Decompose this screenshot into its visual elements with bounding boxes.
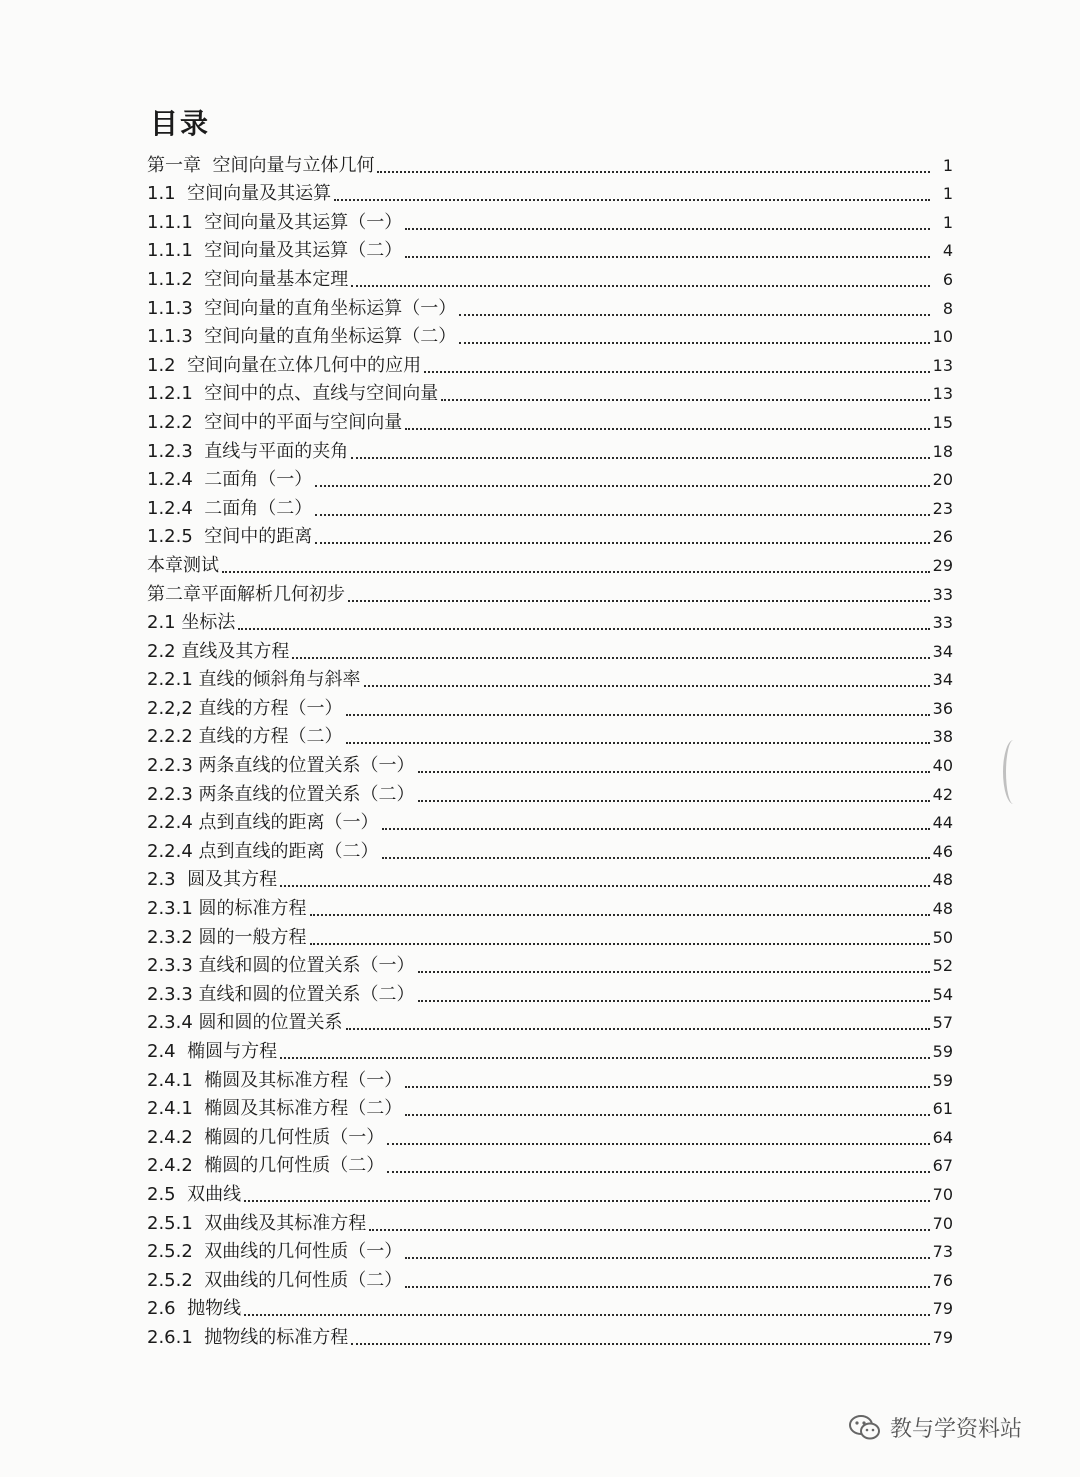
toc-entry	[147, 834, 953, 863]
toc-leader-dots	[418, 971, 930, 973]
toc-leader-dots	[405, 228, 930, 230]
toc-page-number: 13	[932, 384, 953, 404]
toc-entry-label: 2.3.1 圆的标准方程	[147, 898, 307, 920]
toc-entry-label: 2.2.2 直线的方程（二）	[147, 726, 343, 748]
toc-entry-label: 2.2,2 直线的方程（一）	[147, 697, 343, 719]
toc-leader-dots	[405, 1114, 929, 1116]
toc-page-number: 33	[932, 584, 953, 604]
toc-entry-label: 2.3.3 直线和圆的位置关系（一）	[147, 955, 415, 977]
toc-entry	[147, 748, 953, 777]
toc-leader-dots	[351, 457, 929, 459]
toc-entry	[147, 806, 953, 835]
toc-leader-dots	[280, 885, 930, 887]
toc-page-number: 59	[932, 1042, 953, 1061]
toc-entry-label: 1.1.2 空间向量基本定理	[147, 268, 349, 290]
toc-page-number: 73	[932, 1242, 953, 1262]
toc-page-number: 57	[932, 1013, 953, 1033]
toc-page-number: 76	[932, 1270, 953, 1290]
toc-page-number: 13	[932, 355, 953, 375]
toc-leader-dots	[405, 428, 929, 430]
toc-entry-label: 2.5.2 双曲线的几何性质（二）	[147, 1269, 403, 1291]
toc-leader-dots	[351, 1343, 929, 1345]
toc-entry-label: 2.2.3 两条直线的位置关系（二）	[147, 783, 415, 805]
toc-entry	[147, 234, 953, 263]
toc-entry-label: 1.2.4 二面角（一）	[147, 469, 313, 491]
toc-entry-label: 2.4.1 椭圆及其标准方程（二）	[147, 1098, 403, 1120]
toc-page-number: 46	[932, 841, 953, 861]
toc-entry-label: 2.2.4 点到直线的距离（二）	[147, 840, 379, 862]
toc-page-number: 34	[932, 641, 953, 661]
toc-page-number: 70	[932, 1213, 953, 1233]
toc-entry	[147, 606, 953, 635]
toc-leader-dots	[244, 1314, 930, 1316]
toc-page-number: 36	[932, 698, 953, 718]
toc-entry	[147, 634, 953, 663]
toc-entry-label: 2.6.1 抛物线的标准方程	[147, 1326, 349, 1348]
toc-leader-dots	[315, 542, 929, 544]
toc-entry-label: 2.5.2 双曲线的几何性质（一）	[147, 1241, 403, 1263]
toc-leader-dots	[310, 914, 930, 916]
toc-page-number: 38	[932, 727, 953, 747]
toc-page-number: 29	[932, 555, 953, 575]
toc-page-number: 6	[942, 269, 953, 289]
toc-entry	[147, 1320, 953, 1349]
toc-leader-dots	[315, 514, 929, 516]
toc-page-number: 23	[932, 498, 953, 518]
toc-entry	[147, 377, 953, 406]
toc-entry	[147, 1149, 953, 1178]
toc-leader-dots	[459, 342, 929, 344]
toc-page-number: 1	[942, 155, 953, 175]
toc-leader-dots	[382, 857, 930, 859]
toc-entry-label: 1.2 空间向量在立体几何中的应用	[147, 354, 422, 376]
toc-entry	[147, 949, 953, 978]
toc-leader-dots	[369, 1229, 929, 1231]
toc-entry	[147, 1292, 953, 1321]
toc-entry	[147, 691, 953, 720]
toc-entry	[147, 977, 953, 1006]
toc-page-number: 48	[932, 870, 953, 890]
toc-page-number: 42	[932, 784, 953, 804]
toc-entry	[147, 348, 953, 377]
table-of-contents	[147, 148, 953, 1349]
toc-leader-dots	[459, 314, 930, 316]
toc-page-number: 4	[942, 241, 953, 261]
toc-entry-label: 2.2 直线及其方程	[147, 640, 290, 662]
toc-leader-dots	[346, 742, 930, 744]
toc-page-number: 44	[932, 813, 953, 833]
toc-leader-dots	[418, 1000, 930, 1002]
toc-leader-dots	[238, 628, 929, 630]
toc-entry	[147, 777, 953, 806]
toc-leader-dots	[405, 1086, 929, 1088]
toc-entry-label: 2.1 坐标法	[147, 612, 236, 634]
toc-entry	[147, 405, 953, 434]
toc-entry	[147, 920, 953, 949]
toc-leader-dots	[382, 828, 930, 830]
toc-page-number: 34	[932, 670, 953, 690]
toc-leader-dots	[334, 199, 930, 201]
toc-leader-dots	[222, 571, 930, 573]
toc-leader-dots	[387, 1171, 929, 1173]
toc-entry	[147, 463, 953, 492]
toc-entry-label: 2.5 双曲线	[147, 1183, 242, 1205]
toc-page-number: 67	[932, 1156, 953, 1176]
toc-page-number: 64	[932, 1127, 953, 1147]
toc-entry	[147, 520, 953, 549]
toc-page-number: 10	[932, 327, 953, 347]
toc-entry-label: 1.2.2 空间中的平面与空间向量	[147, 411, 403, 433]
toc-page-number: 33	[932, 613, 953, 633]
toc-entry	[147, 148, 953, 177]
toc-entry	[147, 891, 953, 920]
toc-entry	[147, 291, 953, 320]
toc-entry-label: 本章测试	[147, 554, 219, 576]
watermark	[848, 1412, 1022, 1443]
toc-entry-label: 2.4.1 椭圆及其标准方程（一）	[147, 1069, 403, 1091]
wechat-icon	[848, 1413, 882, 1443]
toc-page-number: 20	[932, 470, 953, 490]
toc-entry-label: 2.3.2 圆的一般方程	[147, 926, 307, 948]
toc-page-number: 79	[932, 1327, 953, 1347]
toc-page-number: 48	[932, 899, 953, 919]
toc-leader-dots	[244, 1200, 930, 1202]
toc-leader-dots	[315, 485, 929, 487]
toc-entry	[147, 720, 953, 749]
toc-entry	[147, 577, 953, 606]
toc-entry-label: 2.2.4 点到直线的距离（一）	[147, 812, 379, 834]
toc-leader-dots	[377, 171, 930, 173]
toc-entry	[147, 863, 953, 892]
toc-entry-label: 2.3 圆及其方程	[147, 869, 278, 891]
toc-leader-dots	[387, 1143, 929, 1145]
toc-page-number: 59	[932, 1070, 953, 1090]
toc-leader-dots	[405, 1257, 929, 1259]
toc-page-number: 40	[932, 756, 953, 776]
toc-leader-dots	[310, 943, 930, 945]
toc-entry	[147, 1006, 953, 1035]
toc-page-number: 79	[932, 1299, 953, 1319]
toc-entry	[147, 1206, 953, 1235]
toc-page-number: 15	[932, 412, 953, 432]
toc-entry-label: 1.1.3 空间向量的直角坐标运算（二）	[147, 326, 457, 348]
toc-entry-label: 2.3.3 直线和圆的位置关系（二）	[147, 983, 415, 1005]
toc-leader-dots	[348, 600, 930, 602]
toc-page-number: 18	[932, 441, 953, 461]
toc-leader-dots	[405, 256, 930, 258]
toc-entry-label: 2.5.1 双曲线及其标准方程	[147, 1212, 367, 1234]
toc-leader-dots	[424, 371, 930, 373]
toc-leader-dots	[405, 1286, 929, 1288]
toc-entry	[147, 1063, 953, 1092]
toc-entry-label: 1.2.4 二面角（二）	[147, 497, 313, 519]
toc-entry	[147, 434, 953, 463]
toc-entry-label: 1.1.1 空间向量及其运算（一）	[147, 211, 403, 233]
toc-entry-label: 2.4.2 椭圆的几何性质（一）	[147, 1126, 385, 1148]
toc-leader-dots	[351, 285, 930, 287]
toc-entry-label: 1.2.3 直线与平面的夹角	[147, 440, 349, 462]
toc-leader-dots	[280, 1057, 930, 1059]
toc-entry-label: 1.1 空间向量及其运算	[147, 183, 332, 205]
toc-leader-dots	[346, 1028, 930, 1030]
toc-page-number: 8	[942, 298, 953, 318]
toc-entry	[147, 1177, 953, 1206]
toc-leader-dots	[292, 657, 929, 659]
toc-entry	[147, 1235, 953, 1264]
toc-leader-dots	[441, 399, 929, 401]
toc-leader-dots	[364, 685, 930, 687]
toc-entry	[147, 1034, 953, 1063]
toc-page-number: 52	[932, 956, 953, 976]
toc-entry	[147, 205, 953, 234]
toc-page-number: 1	[942, 212, 953, 232]
toc-entry	[147, 262, 953, 291]
toc-entry-label: 1.1.1 空间向量及其运算（二）	[147, 240, 403, 262]
toc-entry-label: 第一章 空间向量与立体几何	[147, 154, 375, 176]
toc-page-number: 54	[932, 984, 953, 1004]
toc-entry-label: 2.2.1 直线的倾斜角与斜率	[147, 669, 361, 691]
toc-page-number: 26	[932, 527, 953, 547]
toc-entry	[147, 663, 953, 692]
toc-entry-label: 2.3.4 圆和圆的位置关系	[147, 1012, 343, 1034]
toc-entry-label: 1.2.1 空间中的点、直线与空间向量	[147, 383, 439, 405]
toc-entry-label: 第二章平面解析几何初步	[147, 583, 345, 605]
toc-entry	[147, 491, 953, 520]
toc-page-number: 61	[932, 1099, 953, 1119]
toc-leader-dots	[346, 714, 930, 716]
toc-page-number: 1	[942, 184, 953, 204]
toc-entry-label: 2.6 抛物线	[147, 1298, 242, 1320]
toc-page-number: 70	[932, 1184, 953, 1204]
toc-entry-label: 2.2.3 两条直线的位置关系（一）	[147, 755, 415, 777]
toc-entry	[147, 1092, 953, 1121]
toc-entry	[147, 177, 953, 206]
toc-entry	[147, 320, 953, 349]
toc-entry-label: 1.2.5 空间中的距离	[147, 526, 313, 548]
watermark-text: 教与学资料站	[890, 1417, 1023, 1442]
toc-leader-dots	[418, 771, 930, 773]
page-title: 目录	[150, 107, 211, 140]
toc-entry-label: 2.4.2 椭圆的几何性质（二）	[147, 1155, 385, 1177]
toc-entry-label: 2.4 椭圆与方程	[147, 1041, 278, 1062]
toc-entry	[147, 1120, 953, 1149]
toc-page-number: 50	[932, 927, 953, 947]
scan-artifact	[1003, 740, 1024, 804]
toc-leader-dots	[418, 800, 930, 802]
toc-entry	[147, 1263, 953, 1292]
toc-entry-label: 1.1.3 空间向量的直角坐标运算（一）	[147, 297, 457, 319]
toc-entry	[147, 548, 953, 577]
